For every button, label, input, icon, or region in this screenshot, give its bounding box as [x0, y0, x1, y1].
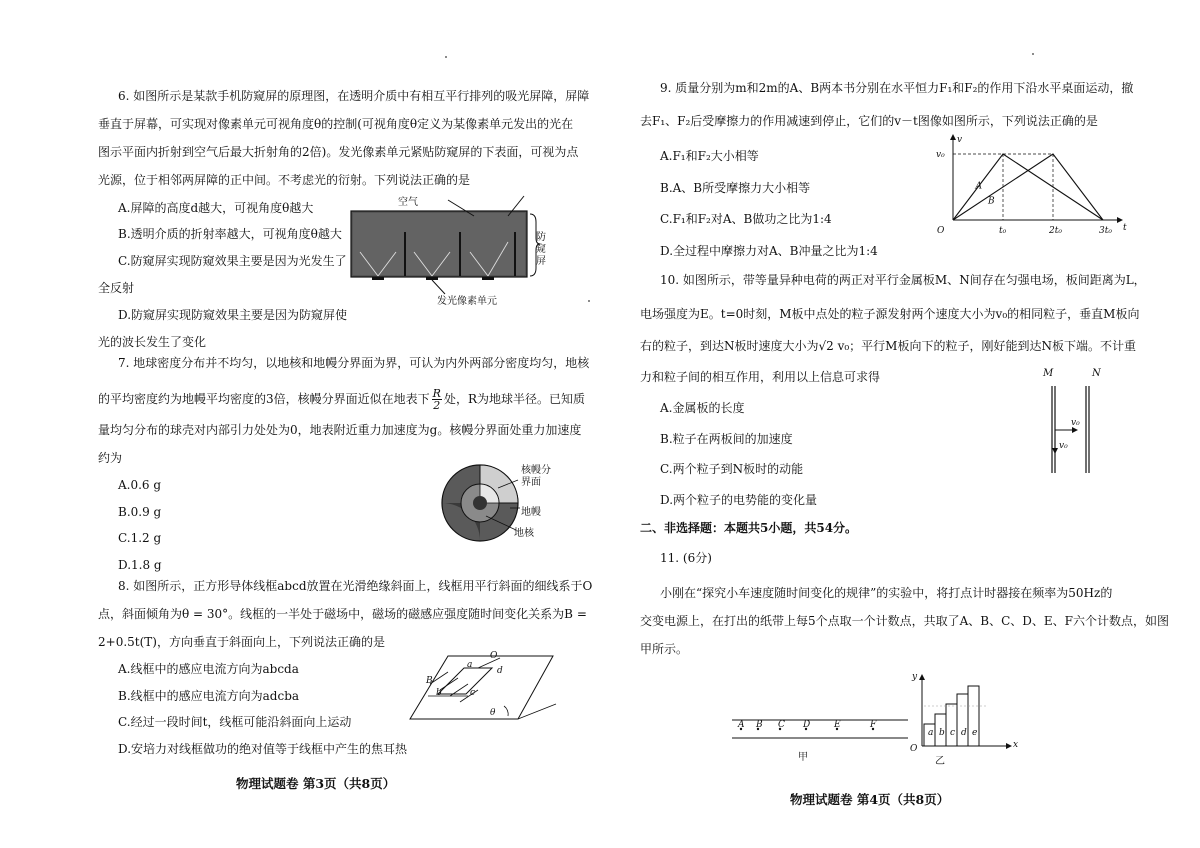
q10-option-d: D.两个粒子的电势能的变化量: [660, 493, 818, 507]
scan-speck: [1032, 53, 1034, 55]
q10-option-a: A.金属板的长度: [660, 401, 745, 415]
q6-line-4: 光源，位于相邻两屏障的正中间。不考虑光的衍射。下列说法正确的是: [98, 173, 471, 187]
q10-line-3: 右的粒子，到达N板时速度大小为√2 v₀；平行M板向下的粒子，刚好能到达N板下端。不计重: [640, 339, 1136, 353]
q7-line-1: 7. 地球密度分布并不均匀，以地核和地幔分界面为界，可认为内外两部分密度均匀，地核: [118, 356, 590, 370]
bar-strip-label: e: [972, 728, 978, 738]
q6-option-d-cont: 光的波长发生了变化: [98, 335, 207, 349]
q6-fig-screen-label: 防 窥 屏: [536, 232, 546, 267]
section-2-heading: 二、非选择题：本题共5小题，共54分。: [640, 521, 858, 535]
q7-earth-figure: [440, 458, 520, 548]
q6-option-c: C.防窥屏实现防窥效果主要是因为光发生了: [118, 254, 347, 268]
y-axis-arrow: [950, 134, 956, 140]
tape-point-label: E: [834, 720, 841, 730]
q10-fig-label-n: N: [1092, 368, 1101, 379]
q6-line-3: 图示平面内折射到空气后最大折射角的2倍)。发光像素单元紧贴防窥屏的下表面，可视为点: [98, 145, 579, 159]
y-axis-label: v: [957, 135, 963, 145]
q7-fraction: $\frac{R}{2}$: [432, 387, 441, 412]
q8-option-d: D.安培力对线框做功的绝对值等于线框中产生的焦耳热: [118, 742, 408, 756]
q9-option-a: A.F₁和F₂大小相等: [660, 149, 759, 163]
q6-option-d: D.防窥屏实现防窥效果主要是因为防窥屏使: [118, 308, 348, 322]
q7-fig-core-label: 地核: [514, 528, 534, 539]
q10-line-2: 电场强度为E。t=0时刻，M板中点处的粒子源发射两个速度大小为v₀的相同粒子，垂直M板向: [640, 307, 1140, 321]
q7-fig-mantle-label: 地幔: [521, 507, 541, 518]
tape-point-label: B: [756, 720, 763, 730]
q11-line-2: 交变电源上，在打出的纸带上每5个点取一个计数点，共取了A、B、C、D、E、F六个计数点，如图: [640, 614, 1170, 628]
series-label-B: B: [988, 196, 995, 207]
q7-option-a: A.0.6 g: [118, 478, 162, 492]
bar-strip-label: c: [950, 728, 956, 738]
x-tick-label: O: [937, 226, 945, 236]
q11-line-1: 小刚在“探究小车速度随时间变化的规律”的实验中，将打点计时器接在频率为50Hz的: [660, 586, 1113, 600]
q8-option-c: C.经过一段时间t，线框可能沿斜面向上运动: [118, 715, 352, 729]
q9-line-1: 9. 质量分别为m和2m的A、B两本书分别在水平恒力F₁和F₂的作用下沿水平桌面运动，撤: [660, 81, 1134, 95]
q11-line-3: 甲所示。: [640, 642, 689, 656]
q9-option-d: D.全过程中摩擦力对A、B冲量之比为1:4: [660, 244, 878, 258]
x-axis-label: t: [1123, 223, 1127, 233]
q7-option-d: D.1.8 g: [118, 558, 162, 572]
page-3-footer: 物理试题卷 第3页（共8页）: [236, 776, 396, 791]
scan-speck: [588, 300, 590, 302]
q7-option-c: C.1.2 g: [118, 531, 162, 545]
series-label-A: A: [975, 181, 982, 192]
q9-option-b: B.A、B所受摩擦力大小相等: [660, 181, 811, 195]
tape-point-label: A: [738, 720, 745, 730]
q10-line-4: 力和粒子间的相互作用，利用以上信息可求得: [640, 370, 881, 384]
page-4: [600, 0, 1200, 848]
q6-option-a: A.屏障的高度d越大，可视角度θ越大: [118, 201, 314, 215]
scan-speck: [445, 56, 447, 58]
q6-privacy-screen-figure: [350, 192, 550, 292]
q8-fig-label-c: c: [470, 688, 476, 698]
q11-bar-caption: 乙: [935, 756, 945, 767]
page-4-footer: 物理试题卷 第4页（共8页）: [790, 792, 950, 807]
q10-plates-figure: [1040, 378, 1110, 478]
q7-line-4: 约为: [98, 451, 123, 465]
q11-bar-origin: O: [910, 744, 918, 754]
q8-fig-label-b-field: B: [426, 676, 433, 686]
q11-bar-figure: [918, 676, 1018, 756]
q11-bar-axis-y: y: [912, 672, 918, 682]
q10-fig-label-v0-down: v₀: [1059, 441, 1068, 451]
q7-option-b: B.0.9 g: [118, 505, 162, 519]
q8-option-a: A.线框中的感应电流方向为abcda: [118, 662, 299, 676]
tape-point-label: C: [778, 720, 785, 730]
q9-line-2: 去F₁、F₂后受摩擦力的作用减速到停止，它们的v－t图像如图所示，下列说法正确的是: [640, 114, 1098, 128]
q8-line-1: 8. 如图所示，正方形导体线框abcd放置在光滑绝缘斜面上，线框用平行斜面的细线系于O: [118, 579, 593, 593]
q8-fig-label-d: d: [497, 666, 503, 676]
q7-line-2: 的平均密度约为地幔平均密度的3倍，核幔分界面近似在地表下 $\frac{R}{2}$ 处，R为地球半径。已知质: [98, 387, 585, 412]
x-tick-label: 3t₀: [1099, 226, 1112, 236]
tape-point-label: F: [870, 720, 877, 730]
q6-option-b: B.透明介质的折射率越大，可视角度θ越大: [118, 227, 342, 241]
bar-strip-label: d: [961, 728, 967, 738]
q6-line-1: 6. 如图所示是某款手机防窥屏的原理图，在透明介质中有相互平行排列的吸光屏障，屏障: [118, 89, 590, 103]
q7-fig-boundary-label: 核幔分 界面: [521, 465, 551, 488]
bar-strip-label: b: [939, 728, 945, 738]
q6-fig-air-label: 空气: [398, 197, 418, 208]
x-tick-label: 2t₀: [1049, 226, 1062, 236]
tape-point-label: D: [803, 720, 811, 730]
q8-fig-label-o: O: [490, 651, 498, 661]
q10-line-1: 10. 如图所示，带等量异种电荷的两正对平行金属板M、N间存在匀强电场，板间距离为L，: [660, 273, 1146, 287]
q11-heading: 11. (6分): [660, 551, 712, 565]
q8-fig-label-theta: θ: [490, 708, 496, 718]
q8-fig-label-b: b: [436, 688, 442, 698]
q8-line-2: 点，斜面倾角为θ = 30°。线框的一半处于磁场中，磁场的磁感应强度随时间变化关系为B =: [98, 607, 587, 621]
q11-bar-axis-x: x: [1013, 740, 1019, 750]
bar-strip-label: a: [928, 728, 934, 738]
q8-fig-label-a: a: [467, 660, 473, 670]
q10-fig-label-m: M: [1043, 368, 1054, 379]
q10-fig-label-v0-right: v₀: [1071, 418, 1080, 428]
q8-line-3: 2+0.5t(T)，方向垂直于斜面向上，下列说法正确的是: [98, 635, 385, 649]
q6-option-c-cont: 全反射: [98, 281, 135, 295]
q6-fig-pixel-label: 发光像素单元: [437, 296, 497, 307]
q9-vt-chart: [933, 135, 1127, 240]
q7-line-3: 量均匀分布的球壳对内部引力处处为0，地表附近重力加速度为g。核幔分界面处重力加速度: [98, 423, 582, 437]
y-tick-label: v₀: [936, 150, 945, 160]
q10-option-b: B.粒子在两板间的加速度: [660, 432, 793, 446]
q9-option-c: C.F₁和F₂对A、B做功之比为1:4: [660, 212, 832, 226]
q8-option-b: B.线框中的感应电流方向为adcba: [118, 689, 300, 703]
q10-option-c: C.两个粒子到N板时的动能: [660, 462, 804, 476]
x-tick-label: t₀: [999, 226, 1007, 236]
q11-tape-caption: 甲: [798, 752, 808, 763]
q6-line-2: 垂直于屏幕，可实现对像素单元可视角度θ的控制(可视角度θ定义为某像素单元发出的光在: [98, 117, 574, 131]
